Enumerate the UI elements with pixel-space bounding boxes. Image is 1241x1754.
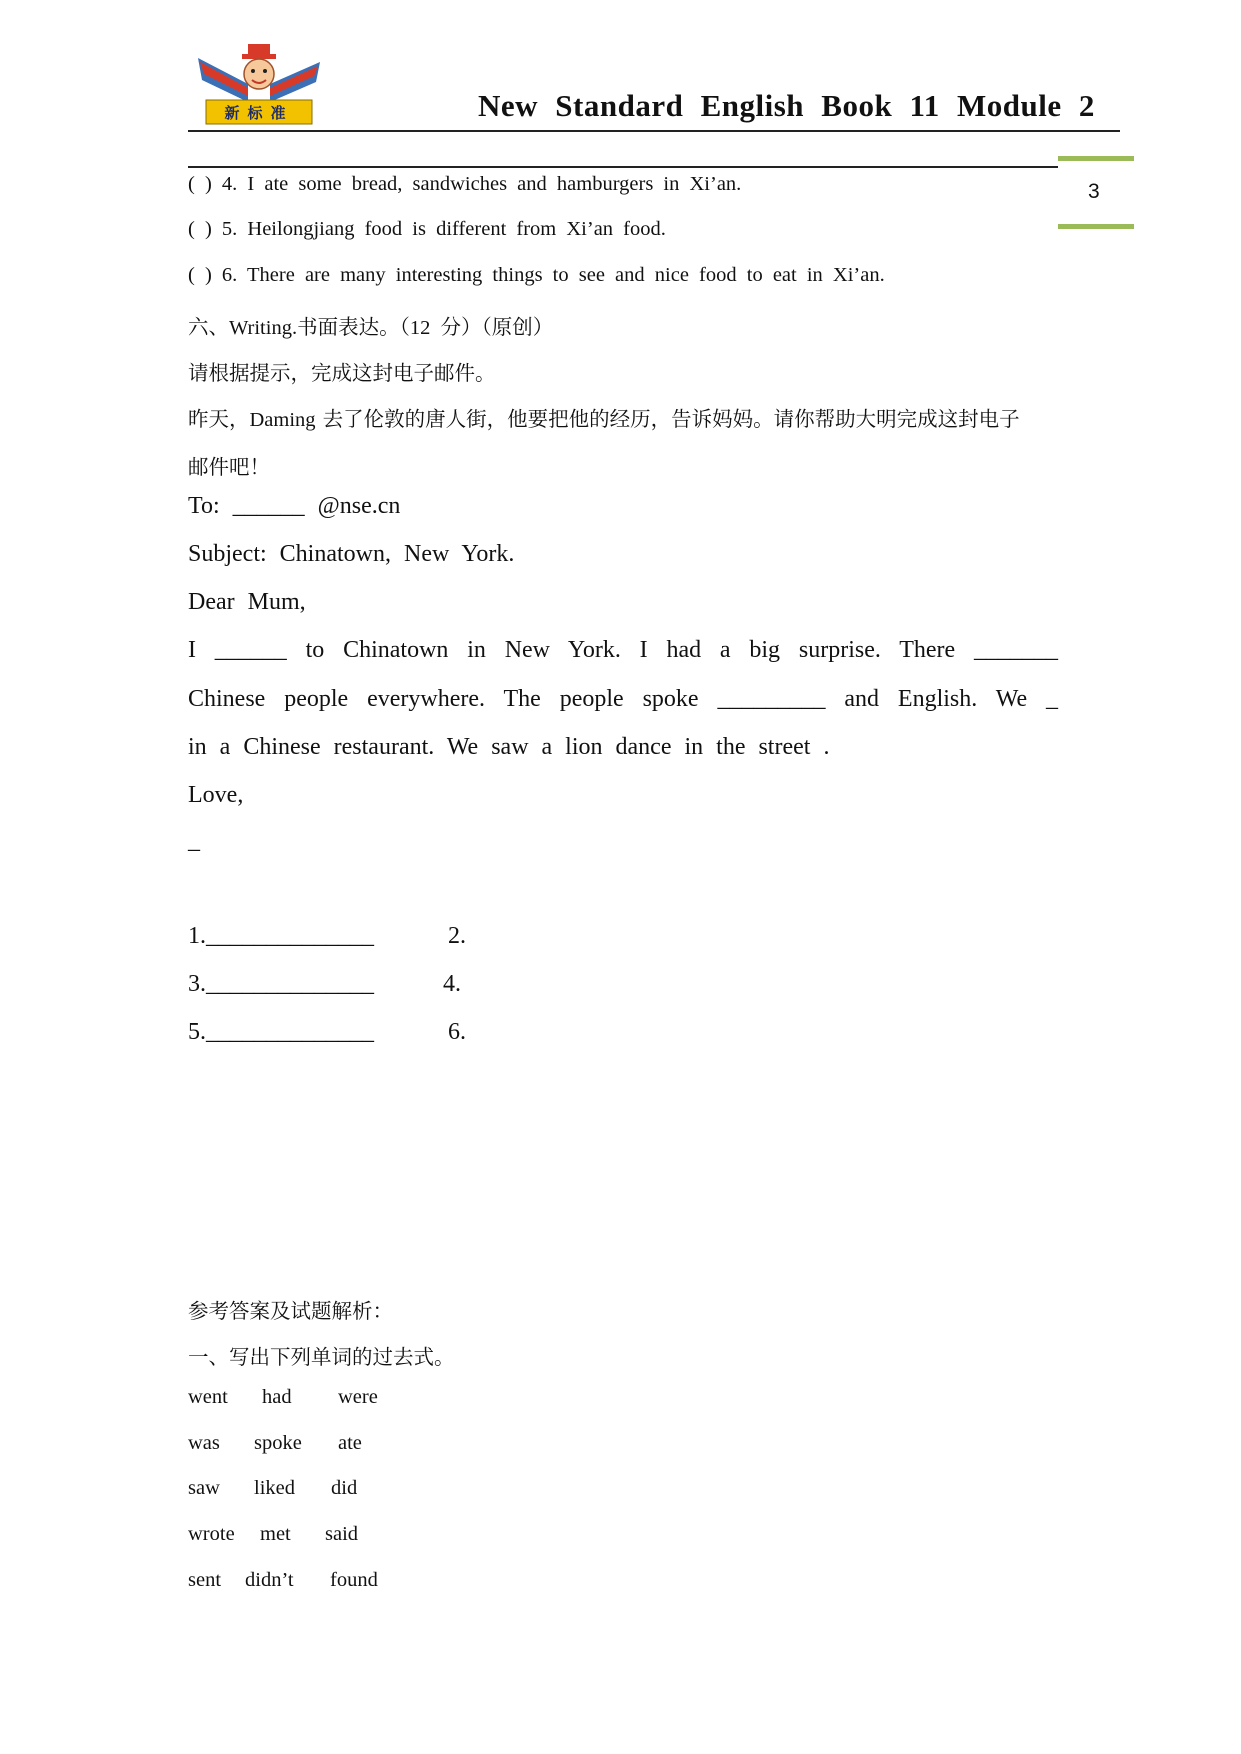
answer-blank-3[interactable]: 3.______________ [188,971,374,997]
logo-text: 新标准 [224,104,294,122]
answer-word: met [260,1523,291,1545]
email-body-line1: I ______ to Chinatown in New York. I had a big surprise. There _______ [188,637,1058,663]
answer-word: was [188,1432,220,1454]
email-body-line3: in a Chinese restaurant. We saw a lion dance in the street . [188,734,830,760]
answer-word: went [188,1386,228,1408]
question-text: 4. I ate some bread, sandwiches and hamburgers in Xi’an. [221,173,742,195]
to-domain: @nse.cn [317,493,401,519]
answer-word: spoke [254,1432,302,1454]
email-to-line [188,493,400,520]
document-title: New Standard English Book 11 Module 2 [478,88,1095,123]
answer-word: sent [188,1569,222,1591]
page-marker-bottom [1058,224,1134,229]
email-body-line2: Chinese people everywhere. The people spoke _________ and English. We _ [188,686,1058,712]
answer-blank-6[interactable]: 6. [448,1019,466,1045]
answer-word: were [338,1386,378,1408]
answer-blank-5[interactable]: 5.______________ [188,1019,374,1045]
answer-word: liked [254,1477,295,1499]
section6-instruction: 请根据提示，完成这封电子邮件。 [188,363,496,385]
answer-word: found [330,1569,378,1591]
to-blank[interactable]: ______ [232,493,305,519]
section6-prompt-line2: 邮件吧！ [188,457,270,479]
section6-prompt-line1: 昨天，Daming 去了伦敦的唐人街，他要把他的经历，告诉妈妈。请你帮助大明完成这封电子 [188,409,1020,431]
answer-word: said [325,1523,359,1545]
publisher-logo [198,44,320,126]
email-closing: Love, [188,782,244,808]
question-text: 6. There are many interesting things to see and nice food to eat in Xi’an. [221,264,885,286]
answer-key-section1: 一、写出下列单词的过去式。 [188,1347,455,1369]
answer-word: did [331,1477,358,1499]
answer-paren[interactable]: ( ) [188,173,212,195]
answer-blank-2[interactable]: 2. [448,923,466,949]
answer-word: ate [338,1432,362,1454]
section6-heading: 六、Writing.书面表达。（12 分）（原创） [188,317,554,339]
question-5 [188,218,666,241]
answer-word: didn’t [245,1569,294,1591]
answer-word: wrote [188,1523,235,1545]
answer-paren[interactable]: ( ) [188,218,212,240]
page-marker-top [1058,156,1134,161]
question-text: 5. Heilongjiang food is different from Xi’an food. [221,218,666,240]
answer-blank-4[interactable]: 4. [443,971,461,997]
header-rule [188,130,1120,132]
answer-word: saw [188,1477,220,1499]
answer-paren[interactable]: ( ) [188,264,212,286]
content-rule [188,166,1058,168]
answer-word: had [262,1386,292,1408]
email-greeting: Dear Mum, [188,589,306,615]
question-6 [188,264,885,287]
email-subject: Subject: Chinatown, New York. [188,541,515,567]
question-4 [188,173,741,196]
page-number: 3 [1088,180,1100,203]
answer-key-heading: 参考答案及试题解析： [188,1301,393,1323]
signature-blank[interactable]: _ [188,828,200,854]
answer-blank-1[interactable]: 1.______________ [188,923,374,949]
to-label: To: [188,493,220,519]
